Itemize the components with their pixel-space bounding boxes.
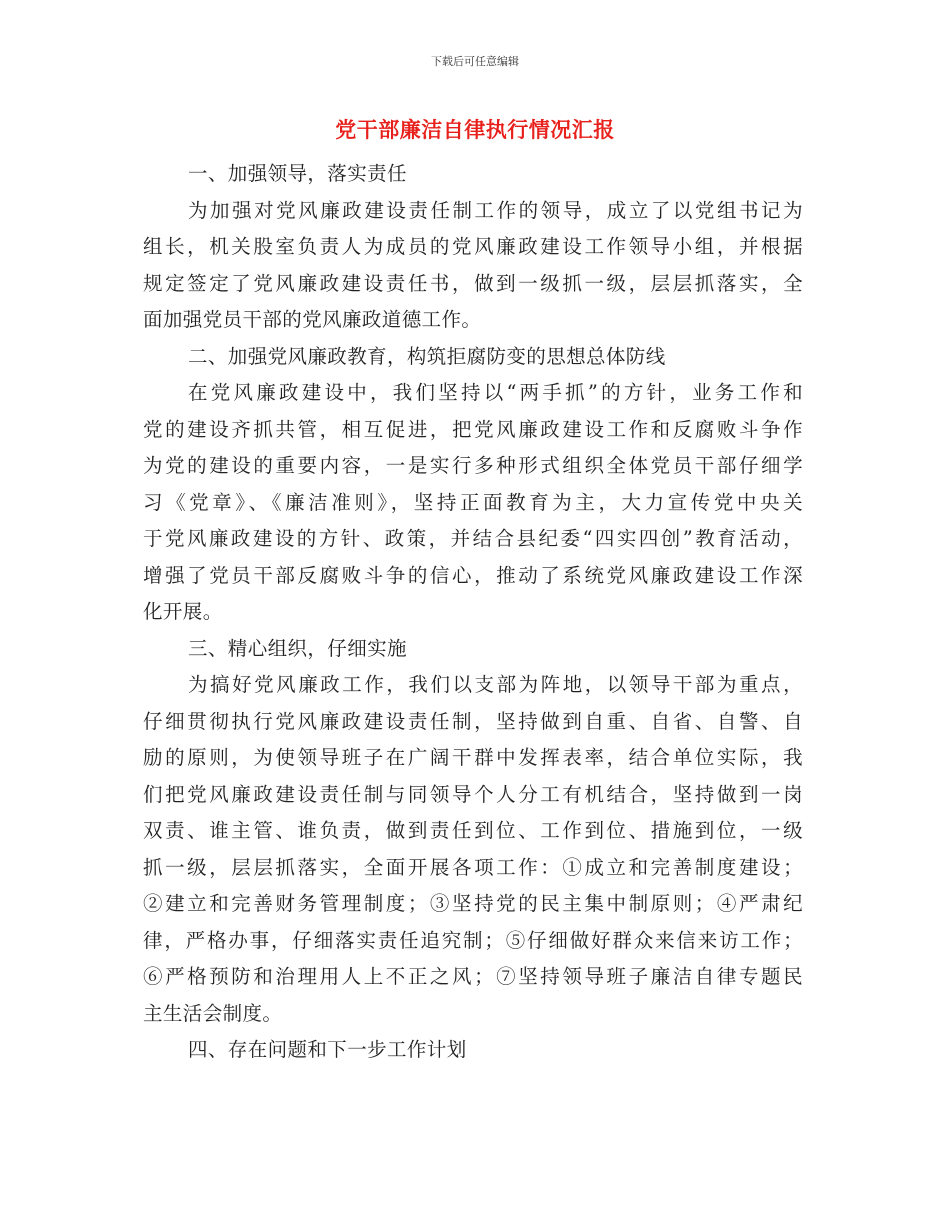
paragraph-line: 党的建设齐抓共管，相互促进，把党风廉政建设工作和反腐败斗争作 xyxy=(143,417,803,441)
paragraph-line: 主生活会制度。 xyxy=(143,1001,283,1025)
paragraph-line: 化开展。 xyxy=(143,600,223,623)
paragraph-line: 四、存在问题和下一步工作计划 xyxy=(188,1038,467,1061)
document-body xyxy=(143,156,803,1069)
paragraph-line: 三、精心组织，仔细实施 xyxy=(188,636,407,660)
paragraph-line: ②建立和完善财务管理制度；③坚持党的民主集中制原则；④严肃纪 xyxy=(143,892,803,915)
paragraph-line: ⑥严格预防和治理用人上不正之风；⑦坚持领导班子廉洁自律专题民 xyxy=(143,965,803,988)
paragraph-line: 励的原则，为使领导班子在广阔干群中发挥表率，结合单位实际，我 xyxy=(143,746,803,769)
paragraph-line: 面加强党员干部的党风廉政道德工作。 xyxy=(143,308,482,331)
paragraph-line: 习《党章》、《廉洁准则》，坚持正面教育为主，大力宣传党中央关 xyxy=(143,490,803,514)
paragraph-line: 增强了党员干部反腐败斗争的信心，推动了系统党风廉政建设工作深 xyxy=(143,563,803,587)
paragraph-line: 为搞好党风廉政工作，我们以支部为阵地，以领导干部为重点， xyxy=(188,673,803,696)
paragraph-line: 规定签定了党风廉政建设责任书，做到一级抓一级，层层抓落实，全 xyxy=(143,271,803,295)
document-title: 党干部廉洁自律执行情况汇报 xyxy=(335,118,615,142)
paragraph-line: 于党风廉政建设的方针、政策，并结合县纪委“四实四创”教育活动， xyxy=(143,527,803,550)
page-header-note: 下载后可任意编辑 xyxy=(431,55,519,68)
paragraph-line: 们把党风廉政建设责任制与同领导个人分工有机结合，坚持做到一岗 xyxy=(143,782,803,806)
paragraph-line: 仔细贯彻执行党风廉政建设责任制，坚持做到自重、自省、自警、自 xyxy=(143,709,803,733)
paragraph-line: 抓一级，层层抓落实，全面开展各项工作：①成立和完善制度建设； xyxy=(143,855,803,879)
paragraph-line: 双责、谁主管、谁负责，做到责任到位、工作到位、措施到位，一级 xyxy=(143,819,803,842)
paragraph-line: 组长，机关股室负责人为成员的党风廉政建设工作领导小组，并根据 xyxy=(143,235,803,258)
paragraph-line: 二、加强党风廉政教育，构筑拒腐防变的思想总体防线 xyxy=(188,344,666,368)
paragraph-line: 在党风廉政建设中，我们坚持以“两手抓”的方针，业务工作和 xyxy=(188,381,803,404)
paragraph-line: 为党的建设的重要内容，一是实行多种形式组织全体党员干部仔细学 xyxy=(143,454,803,477)
paragraph-line: 律，严格办事，仔细落实责任追究制；⑤仔细做好群众来信来访工作； xyxy=(143,928,803,952)
paragraph-line: 一、加强领导，落实责任 xyxy=(188,162,407,185)
paragraph-line: 为加强对党风廉政建设责任制工作的领导，成立了以党组书记为 xyxy=(188,198,803,222)
